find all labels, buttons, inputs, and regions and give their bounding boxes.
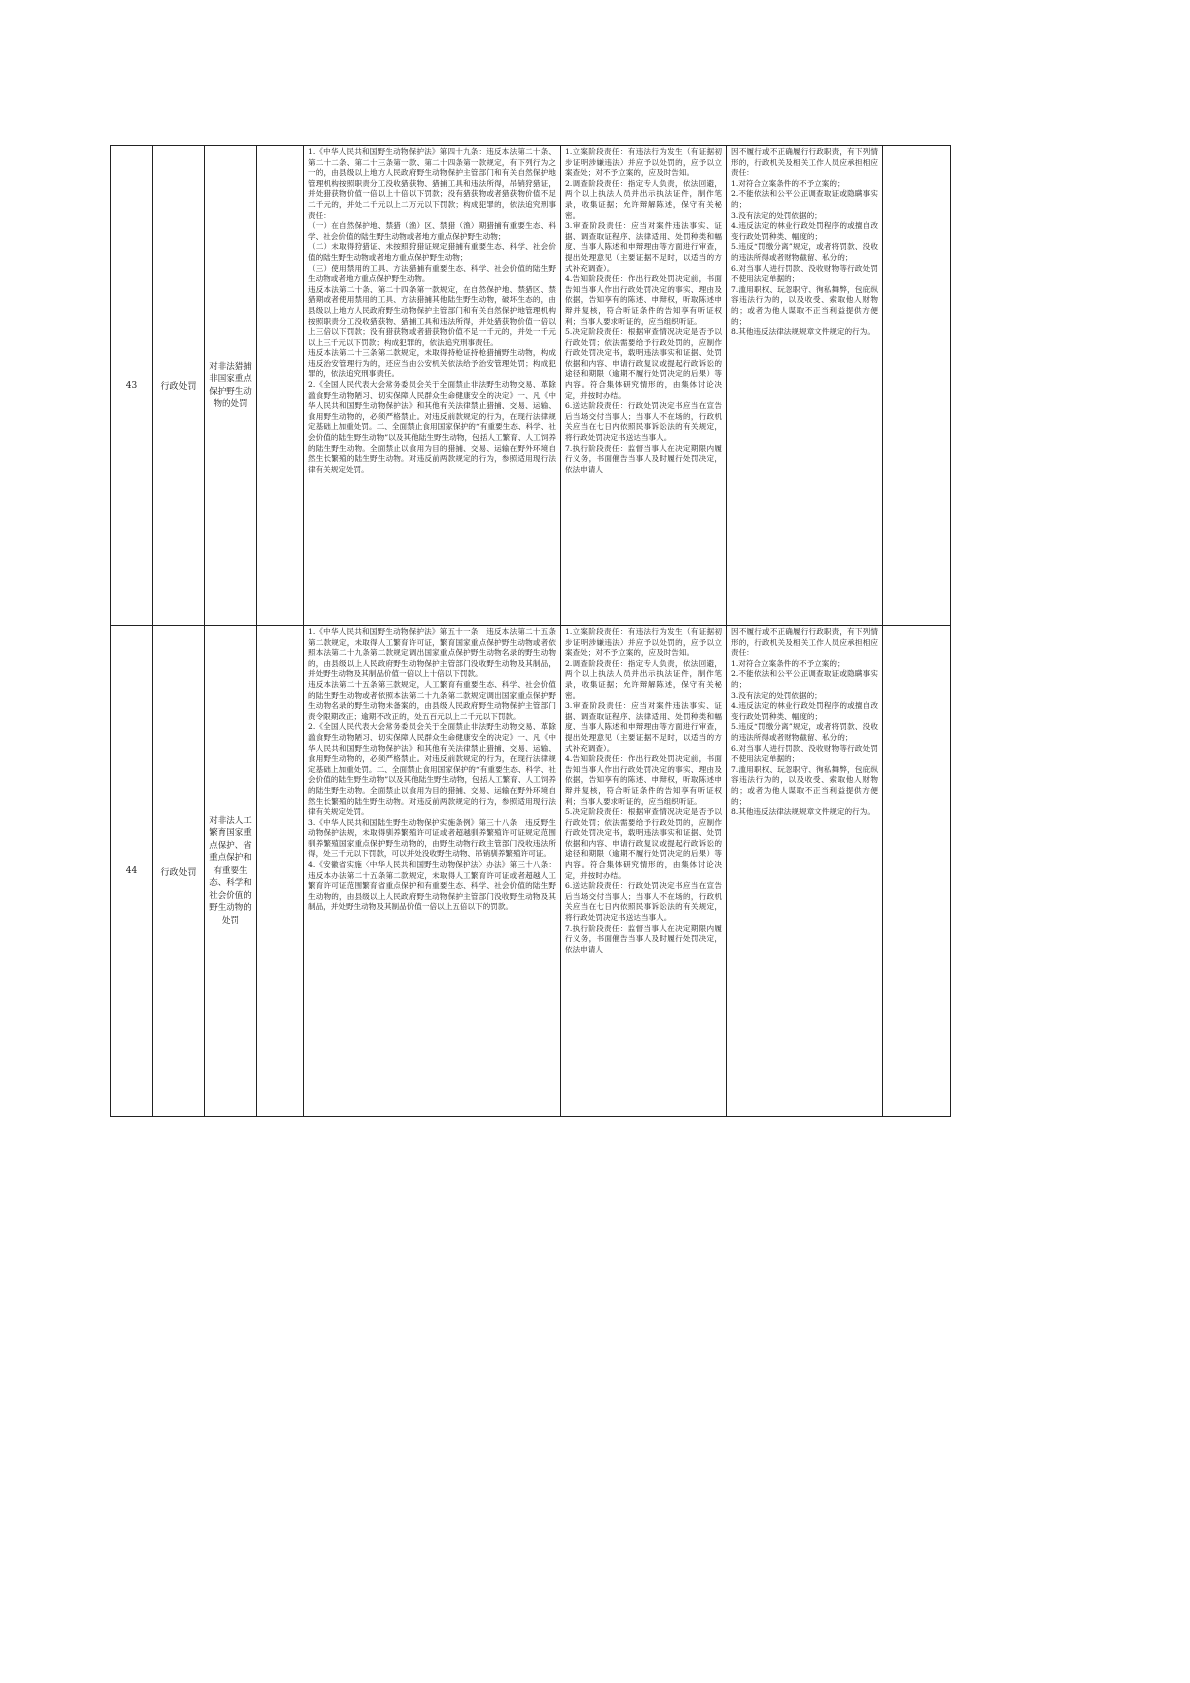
duty-cell xyxy=(561,146,727,626)
legal-basis-cell xyxy=(304,626,561,1117)
accountability-text: 因不履行或不正确履行行政职责，有下列情形的，行政机关及相关工作人员应承担相应责任： 1.对符合立案条件的不予立案的； 2.不能依法和公平公正调查取证或隐瞒事实的； 3.没有法定的处罚依据的； 4.违反法定的林业行政处罚程序的或擅自改变行政处罚种类、幅度的； 5.违反“罚缴分离”规定，或者将罚款、没收的违法所得或者财物截留、私分的； 6.对当事人进行罚款、没收财物等行政处罚不使用法定单据的； 7.滥用职权、玩忽职守、徇私舞弊，包庇纵容违法行为的，以及收受、索取他人财物的；或者为他人谋取不正当利益提供方便的； 8.其他违反法律法规规章文件规定的行为。 xyxy=(731,147,878,337)
accountability-text: 因不履行或不正确履行行政职责，有下列情形的，行政机关及相关工作人员应承担相应责任： 1.对符合立案条件的不予立案的； 2.不能依法和公平公正调查取证或隐瞒事实的； 3.没有法定的处罚依据的； 4.违反法定的林业行政处罚程序的或擅自改变行政处罚种类、幅度的； 5.违反“罚缴分离”规定，或者将罚款、没收的违法所得或者财物截留、私分的； 6.对当事人进行罚款、没收财物等行政处罚不使用法定单据的； 7.滥用职权、玩忽职守、徇私舞弊，包庇纵容违法行为的，以及收受、索取他人财物的；或者为他人谋取不正当利益提供方便的； 8.其他违反法律法规规章文件规定的行为。 xyxy=(731,627,878,817)
power-category: 行政处罚 xyxy=(153,146,205,626)
row-number: 44 xyxy=(111,626,153,1117)
accountability-cell xyxy=(727,626,883,1117)
table-row xyxy=(111,146,951,626)
empty-cell xyxy=(257,626,304,1117)
accountability-cell xyxy=(727,146,883,626)
empty-cell xyxy=(883,146,951,626)
table-row xyxy=(111,626,951,1117)
legal-basis-text: 1.《中华人民共和国野生动物保护法》第五十一条 违反本法第二十五条第二款规定，未取得人工繁育许可证，繁育国家重点保护野生动物或者依照本法第二十九条第二款规定调出国家重点保护野生动物名录的野生动物的，由县级以上人民政府野生动物保护主管部门没收野生动物及其制品，并处野生动物及其制品价值一倍以上十倍以下罚款。 违反本法第二十五条第三款规定，人工繁育有重要生态、科学、社会价值的陆生野生动物或者依照本法第二十九条第二款规定调出国家重点保护野生动物名录的野生动物未备案的，由县级人民政府野生动物保护主管部门责令限期改正；逾期不改正的，处五百元以上二千元以下罚款。 2.《全国人民代表大会常务委员会关于全面禁止非法野生动物交易、革除滥食野生动物陋习、切实保障人民群众生命健康安全的决定》一、凡《中华人民共和国野生动物保护法》和其他有关法律禁止猎捕、交易、运输、食用野生动物的，必须严格禁止。对违反前款规定的行为，在现行法律规定基础上加重处罚。二、全面禁止食用国家保护的“有重要生态、科学、社会价值的陆生野生动物”以及其他陆生野生动物，包括人工繁育、人工饲养的陆生野生动物。全面禁止以食用为目的猎捕、交易、运输在野外环境自然生长繁殖的陆生野生动物。对违反前两款规定的行为，参照适用现行法律有关规定处罚。 3.《中华人民共和国陆生野生动物保护实施条例》第三十八条 违反野生动物保护法规，未取得驯养繁殖许可证或者超越驯养繁殖许可证规定范围驯养繁殖国家重点保护野生动物的，由野生动物行政主管部门没收违法所得，处三千元以下罚款，可以并处没收野生动物、吊销驯养繁殖许可证。 4.《安徽省实施〈中华人民共和国野生动物保护法〉办法》第三十八条：违反本办法第二十五条第二款规定，未取得人工繁育许可证或者超越人工繁育许可证范围繁育省重点保护和有重要生态、科学、社会价值的陆生野生动物的，由县级以上人民政府野生动物保护主管部门没收野生动物及其制品，并处野生动物及其制品价值一倍以上五倍以下的罚款。 xyxy=(308,627,556,912)
empty-cell xyxy=(883,626,951,1117)
legal-basis-cell xyxy=(304,146,561,626)
power-category: 行政处罚 xyxy=(153,626,205,1117)
power-name: 对非法人工繁育国家重点保护、省重点保护和有重要生态、科学和社会价值的野生动物的处罚 xyxy=(205,626,257,1117)
empty-cell xyxy=(257,146,304,626)
duty-cell xyxy=(561,626,727,1117)
legal-basis-text: 1.《中华人民共和国野生动物保护法》第四十九条：违反本法第二十条、第二十二条、第二十三条第一款、第二十四条第一款规定，有下列行为之一的，由县级以上地方人民政府野生动物保护主管部门和有关自然保护地管理机构按照职责分工没收猎获物、猎捕工具和违法所得，吊销狩猎证，并处猎获物价值一倍以上十倍以下罚款；没有猎获物或者猎获物价值不足二千元的，并处二千元以上二万元以下罚款；构成犯罪的，依法追究刑事责任： （一）在自然保护地、禁猎（渔）区、禁猎（渔）期猎捕有重要生态、科学、社会价值的陆生野生动物或者地方重点保护野生动物； （二）未取得狩猎证、未按照狩猎证规定猎捕有重要生态、科学、社会价值的陆生野生动物或者地方重点保护野生动物； （三）使用禁用的工具、方法猎捕有重要生态、科学、社会价值的陆生野生动物或者地方重点保护野生动物。 违反本法第二十条、第二十四条第一款规定，在自然保护地、禁猎区、禁猎期或者使用禁用的工具、方法猎捕其他陆生野生动物，破坏生态的，由县级以上地方人民政府野生动物保护主管部门和有关自然保护地管理机构按照职责分工没收猎获物、猎捕工具和违法所得，并处猎获物价值一倍以上三倍以下罚款；没有猎获物或者猎获物价值不足一千元的，并处一千元以上三千元以下罚款；构成犯罪的，依法追究刑事责任。 违反本法第二十三条第二款规定，未取得持枪证持枪猎捕野生动物，构成违反治安管理行为的，还应当由公安机关依法给予治安管理处罚；构成犯罪的，依法追究刑事责任。 2.《全国人民代表大会常务委员会关于全面禁止非法野生动物交易、革除滥食野生动物陋习、切实保障人民群众生命健康安全的决定》一、凡《中华人民共和国野生动物保护法》和其他有关法律禁止猎捕、交易、运输、食用野生动物的，必须严格禁止。对违反前款规定的行为，在现行法律规定基础上加重处罚。二、全面禁止食用国家保护的“有重要生态、科学、社会价值的陆生野生动物”以及其他陆生野生动物，包括人工繁育、人工饲养的陆生野生动物。全面禁止以食用为目的猎捕、交易、运输在野外环境自然生长繁殖的陆生野生动物。对违反前两款规定的行为，参照适用现行法律有关规定处罚。 xyxy=(308,147,556,474)
power-list-table xyxy=(110,145,951,1117)
row-number: 43 xyxy=(111,146,153,626)
duty-text: 1.立案阶段责任：有违法行为发生（有证据初步证明涉嫌违法）并应予以处罚的，应予以立案查处；对不予立案的，应及时告知。 2.调查阶段责任：指定专人负责，依法回避，两个以上执法人员并出示执法证件，制作笔录，收集证据；允许辩解陈述，保守有关秘密。 3.审查阶段责任：应当对案件违法事实、证据、调查取证程序、法律适用、处罚种类和幅度、当事人陈述和申辩理由等方面进行审查，提出处理意见（主要证据不足时，以适当的方式补充调查）。 4.告知阶段责任：作出行政处罚决定前，书面告知当事人作出行政处罚决定的事实、理由及依据，告知享有的陈述、申辩权，听取陈述申辩并复核，符合听证条件的告知享有听证权利；当事人要求听证的，应当组织听证。 5.决定阶段责任：根据审查情况决定是否予以行政处罚；依法需要给予行政处罚的，应制作行政处罚决定书，载明违法事实和证据、处罚依据和内容、申请行政复议或提起行政诉讼的途径和期限（逾期不履行处罚决定的后果）等内容。符合集体研究情形的，由集体讨论决定，并按时办结。 6.送达阶段责任：行政处罚决定书应当在宣告后当场交付当事人；当事人不在场的，行政机关应当在七日内依照民事诉讼法的有关规定，将行政处罚决定书送达当事人。 7.执行阶段责任：监督当事人在决定期限内履行义务，书面催告当事人及时履行处罚决定，依法申请人 xyxy=(565,627,722,954)
duty-text: 1.立案阶段责任：有违法行为发生（有证据初步证明涉嫌违法）并应予以处罚的，应予以立案查处；对不予立案的，应及时告知。 2.调查阶段责任：指定专人负责，依法回避，两个以上执法人员并出示执法证件，制作笔录，收集证据；允许辩解陈述，保守有关秘密。 3.审查阶段责任：应当对案件违法事实、证据、调查取证程序、法律适用、处罚种类和幅度、当事人陈述和申辩理由等方面进行审查，提出处理意见（主要证据不足时，以适当的方式补充调查）。 4.告知阶段责任：作出行政处罚决定前，书面告知当事人作出行政处罚决定的事实、理由及依据，告知享有的陈述、申辩权，听取陈述申辩并复核，符合听证条件的告知享有听证权利；当事人要求听证的，应当组织听证。 5.决定阶段责任：根据审查情况决定是否予以行政处罚；依法需要给予行政处罚的，应制作行政处罚决定书，载明违法事实和证据、处罚依据和内容、申请行政复议或提起行政诉讼的途径和期限（逾期不履行处罚决定的后果）等内容。符合集体研究情形的，由集体讨论决定，并按时办结。 6.送达阶段责任：行政处罚决定书应当在宣告后当场交付当事人；当事人不在场的，行政机关应当在七日内依照民事诉讼法的有关规定，将行政处罚决定书送达当事人。 7.执行阶段责任：监督当事人在决定期限内履行义务，书面催告当事人及时履行处罚决定，依法申请人 xyxy=(565,147,722,474)
power-name: 对非法猎捕非国家重点保护野生动物的处罚 xyxy=(205,146,257,626)
